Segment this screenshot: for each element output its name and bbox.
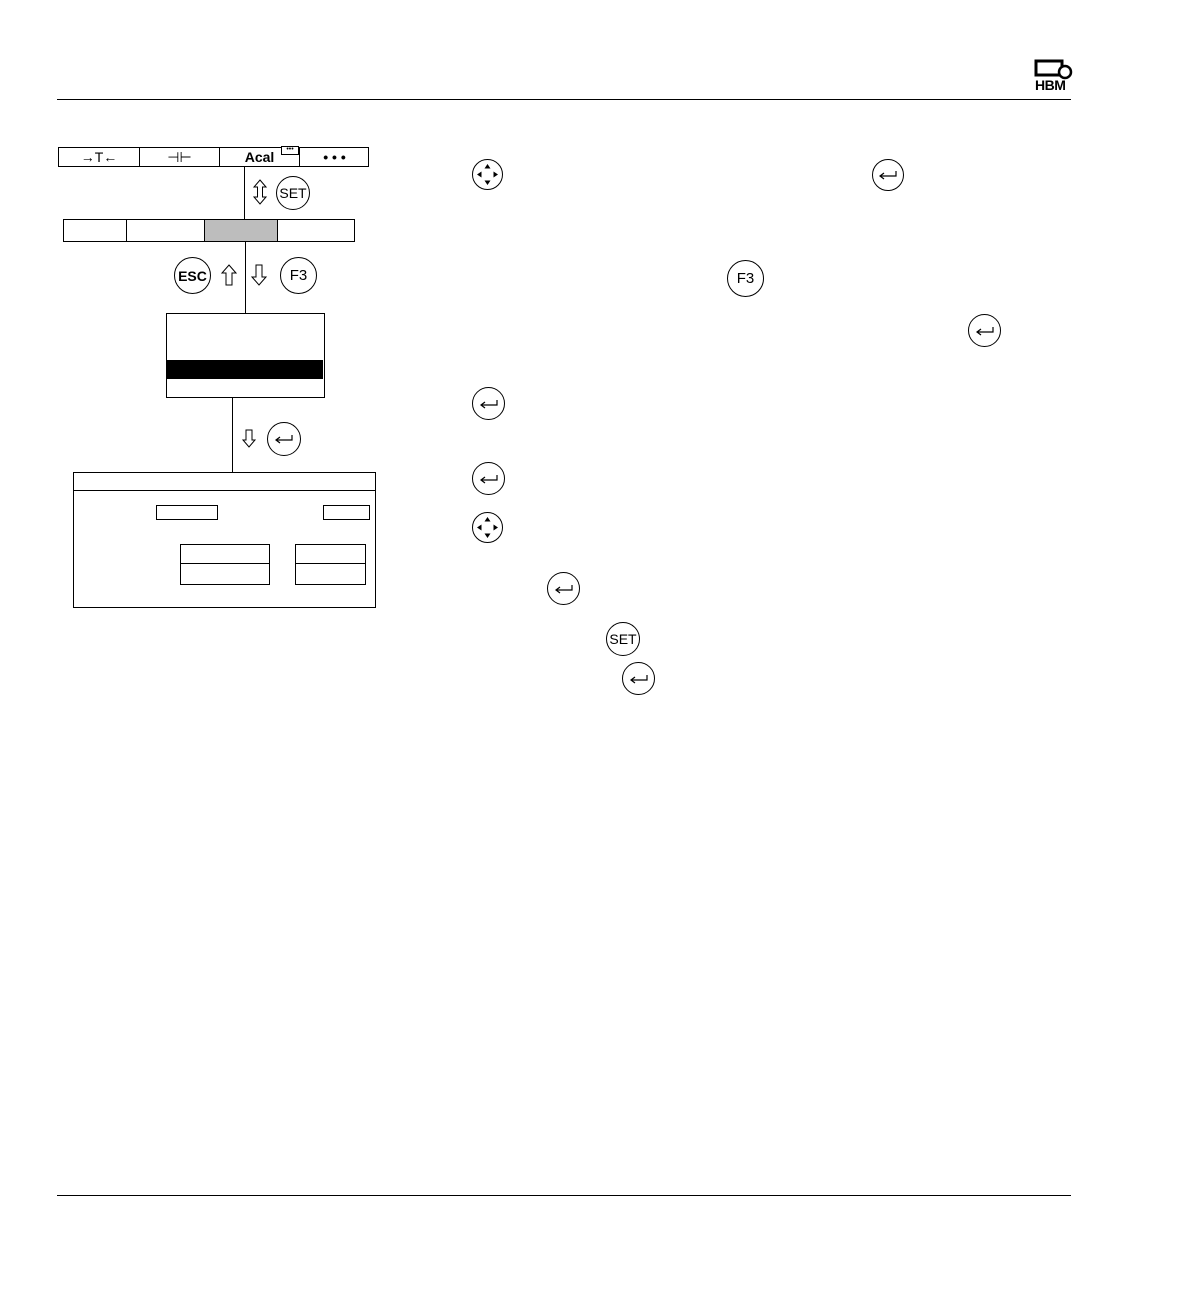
header-rule bbox=[57, 99, 1071, 100]
connector-line bbox=[244, 167, 245, 219]
menu-bar-cell-1[interactable] bbox=[64, 220, 127, 241]
dialog-field-1[interactable] bbox=[156, 505, 218, 520]
menu-bar-cell-2[interactable] bbox=[127, 220, 205, 241]
connector-line bbox=[245, 242, 246, 314]
softkey-acal-label: Acal bbox=[244, 149, 275, 165]
down-arrow-icon bbox=[241, 429, 257, 448]
enter-icon bbox=[554, 584, 574, 594]
set-key[interactable] bbox=[276, 176, 310, 210]
enter-icon bbox=[878, 170, 898, 180]
esc-key-label: ESC bbox=[178, 267, 207, 284]
enter-key[interactable] bbox=[547, 572, 580, 605]
dialog-field-6[interactable] bbox=[295, 563, 366, 585]
navigation-key[interactable] bbox=[472, 512, 503, 543]
softkey-tare[interactable] bbox=[59, 148, 140, 166]
parameter-dialog bbox=[73, 472, 376, 608]
logo-text: HBM bbox=[1035, 77, 1066, 93]
enter-key[interactable] bbox=[872, 159, 904, 191]
set-key-label: SET bbox=[279, 185, 307, 201]
f3-key[interactable] bbox=[280, 257, 317, 294]
cursor-arrows-icon bbox=[475, 515, 500, 540]
softkey-bar bbox=[58, 147, 369, 167]
enter-icon bbox=[629, 674, 649, 684]
cursor-arrows-icon bbox=[475, 162, 500, 187]
zero-icon: ⊣⊢ bbox=[167, 148, 192, 165]
f3-key-label: F3 bbox=[736, 270, 755, 287]
up-down-arrow-icon bbox=[252, 179, 268, 205]
softkey-zero[interactable] bbox=[140, 148, 220, 166]
menu-box bbox=[166, 313, 325, 398]
tare-icon: →T← bbox=[80, 149, 118, 165]
acal-badge bbox=[281, 146, 299, 155]
menu-selection-bar[interactable] bbox=[166, 360, 323, 379]
more-icon: • • • bbox=[323, 149, 346, 165]
f3-key-label: F3 bbox=[289, 267, 308, 284]
dialog-field-3[interactable] bbox=[180, 544, 270, 564]
acal-badge-text: ••• bbox=[286, 146, 294, 153]
esc-key[interactable] bbox=[174, 257, 211, 294]
enter-key[interactable] bbox=[267, 422, 301, 456]
dialog-title-divider bbox=[74, 490, 375, 491]
enter-icon bbox=[975, 326, 995, 336]
enter-icon bbox=[479, 474, 499, 484]
dialog-field-4[interactable] bbox=[180, 563, 270, 585]
enter-icon bbox=[479, 399, 499, 409]
hbm-logo bbox=[1034, 59, 1074, 93]
enter-key[interactable] bbox=[968, 314, 1001, 347]
down-arrow-icon bbox=[250, 264, 268, 286]
menu-bar bbox=[63, 219, 355, 242]
connector-line bbox=[232, 398, 233, 472]
softkey-more[interactable] bbox=[300, 148, 369, 166]
up-arrow-icon bbox=[220, 264, 238, 286]
set-key[interactable] bbox=[606, 622, 640, 656]
menu-bar-cell-selected[interactable] bbox=[205, 220, 278, 241]
dialog-field-5[interactable] bbox=[295, 544, 366, 564]
set-key-label: SET bbox=[609, 631, 637, 647]
enter-icon bbox=[274, 434, 294, 444]
dialog-field-2[interactable] bbox=[323, 505, 370, 520]
enter-key[interactable] bbox=[472, 387, 505, 420]
enter-key[interactable] bbox=[472, 462, 505, 495]
enter-key[interactable] bbox=[622, 662, 655, 695]
navigation-key[interactable] bbox=[472, 159, 503, 190]
menu-bar-cell-4[interactable] bbox=[278, 220, 354, 241]
f3-key[interactable] bbox=[727, 260, 764, 297]
footer-rule bbox=[57, 1195, 1071, 1196]
